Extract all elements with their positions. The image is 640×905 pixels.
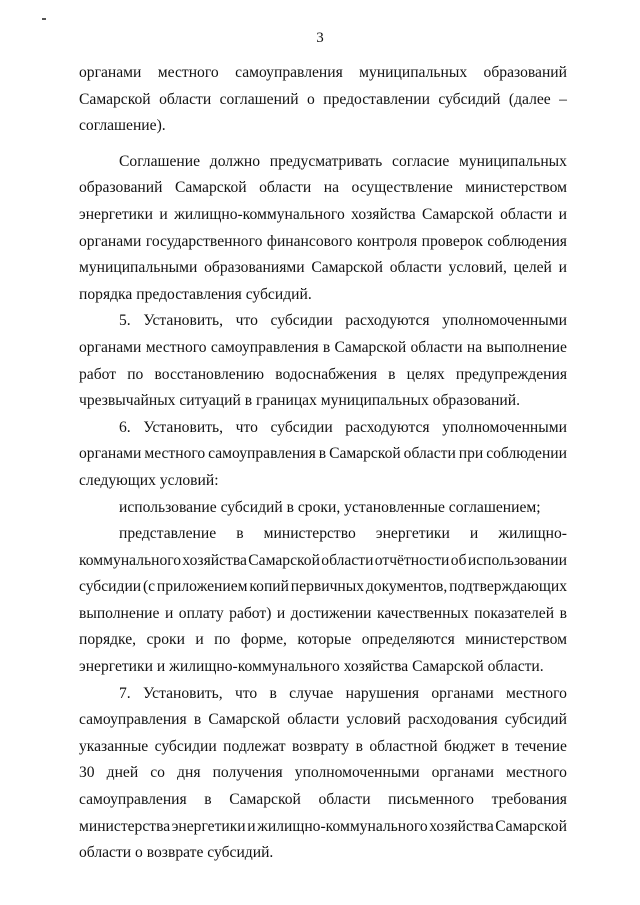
word: восстановлению <box>154 365 265 383</box>
word: условий: <box>159 471 219 489</box>
word: Соглашение <box>119 152 201 170</box>
word: 30 <box>79 764 95 782</box>
word: в <box>501 737 509 755</box>
word: выполнение <box>79 604 160 622</box>
word: субсидии <box>270 418 333 436</box>
word: субсидий. <box>207 844 274 862</box>
word: муниципальных <box>458 152 567 170</box>
word: и <box>247 817 256 835</box>
word: финансового <box>266 232 353 250</box>
word: копий <box>249 578 289 596</box>
word: нарушения <box>345 684 420 702</box>
word: жилищно-коммунального <box>169 658 340 676</box>
word: достижении <box>290 604 372 622</box>
text-line <box>79 760 567 787</box>
word: энергетики <box>171 817 246 835</box>
word: сроки <box>146 631 185 649</box>
text-line <box>79 574 567 601</box>
word: водоснабжения <box>275 365 378 383</box>
word: требования <box>491 791 567 809</box>
word: и <box>195 631 204 649</box>
word: жилищно-коммунального <box>257 817 428 835</box>
word: течение <box>515 737 567 755</box>
word: и <box>164 604 174 622</box>
word: и <box>159 205 168 223</box>
word: государственного <box>145 232 263 250</box>
word: Самарской <box>412 658 484 676</box>
word: органами <box>79 64 142 81</box>
text-line <box>79 495 567 522</box>
word: ситуаций <box>179 392 241 410</box>
word: по <box>214 631 231 649</box>
word: – <box>559 90 567 108</box>
word: Самарской <box>229 791 301 809</box>
word: возврате <box>146 844 204 862</box>
word: (с <box>142 578 156 596</box>
word: Установить, <box>143 312 224 330</box>
word: в <box>286 498 294 516</box>
word: местного <box>145 338 207 356</box>
word: областной <box>369 737 438 755</box>
word: должно <box>209 152 261 170</box>
word: предоставления <box>136 285 242 303</box>
word: документов, <box>365 578 448 596</box>
word: письменного <box>388 791 474 809</box>
text-line <box>79 734 567 761</box>
word: энергетики <box>79 658 153 676</box>
word: области. <box>487 658 544 676</box>
word: выполнение <box>486 338 567 356</box>
text-line <box>79 521 567 548</box>
word: местного <box>157 64 219 81</box>
word: субсидии <box>154 737 217 755</box>
word: области <box>500 205 553 223</box>
word: осуществление <box>351 179 453 197</box>
word: органами <box>79 232 142 250</box>
word: области <box>389 259 442 277</box>
word: использовании <box>467 551 567 569</box>
word: в <box>269 684 277 702</box>
text-line <box>79 787 567 814</box>
word: которые <box>297 631 352 649</box>
text-line <box>79 654 567 681</box>
text-line <box>79 229 567 256</box>
word: и <box>558 205 567 223</box>
text-line <box>79 149 567 176</box>
word: расходуются <box>345 418 430 436</box>
text-line <box>79 814 567 841</box>
word: о <box>307 90 315 108</box>
word: органами <box>79 445 142 463</box>
text-line <box>79 627 567 654</box>
text-line <box>79 282 567 309</box>
word: органами <box>431 684 494 702</box>
word: границах <box>256 392 317 410</box>
word: коммунального <box>79 551 182 569</box>
word: самоуправления <box>235 64 343 81</box>
word: согласие <box>392 152 450 170</box>
text-line <box>79 840 567 867</box>
word: 6. <box>119 418 131 436</box>
word: местного <box>506 684 567 702</box>
word: муниципальных <box>320 392 429 410</box>
word: предусматривать <box>269 152 383 170</box>
word: министерством <box>465 631 567 649</box>
word: в <box>193 711 202 729</box>
text-line <box>79 601 567 628</box>
word: субсидии <box>270 312 333 330</box>
word: приложением <box>156 578 248 596</box>
word: Установить, <box>142 684 223 702</box>
word: органами <box>431 764 494 782</box>
text-line <box>79 255 567 282</box>
word: что <box>235 312 258 330</box>
word: порядка <box>79 285 133 303</box>
word: хозяйства <box>182 551 247 569</box>
text-line <box>79 388 567 415</box>
word: соглашение). <box>79 117 166 135</box>
word: предоставлении <box>323 90 430 108</box>
word: представление <box>119 525 217 543</box>
word: Самарской <box>311 259 383 277</box>
word: самоуправления <box>208 445 316 463</box>
word: самоуправления <box>79 791 187 809</box>
word: хозяйства <box>343 658 409 676</box>
word: органами <box>79 338 142 356</box>
word: что <box>235 418 258 436</box>
word: самоуправления <box>210 338 319 356</box>
word: в <box>244 392 253 410</box>
word: дней <box>106 764 139 782</box>
word: случае <box>289 684 334 702</box>
word: области <box>259 179 312 197</box>
word: расходуются <box>345 312 430 330</box>
word: со <box>150 764 165 782</box>
word: министерством <box>465 179 567 197</box>
text-line <box>79 308 567 335</box>
word: области <box>403 445 456 463</box>
word: целей <box>513 259 552 277</box>
word: соблюдении <box>486 445 567 463</box>
word: муниципальных <box>359 64 468 81</box>
word: субсидий. <box>245 285 312 303</box>
text-line <box>79 87 567 114</box>
word: самоуправления <box>79 711 187 729</box>
word: муниципальными <box>79 259 198 277</box>
text-line <box>79 681 567 708</box>
word: образований <box>483 64 567 81</box>
word: (далее <box>508 90 551 108</box>
word: целях <box>406 365 445 383</box>
text-line <box>79 415 567 442</box>
word: качественных <box>377 604 469 622</box>
word: установленные <box>344 498 445 516</box>
word: субсидий <box>220 498 283 516</box>
word: условий, <box>448 259 507 277</box>
text-line <box>79 362 567 389</box>
word: работ <box>79 365 117 383</box>
word: первичных <box>290 578 365 596</box>
word: использование <box>119 498 217 516</box>
word: оплату <box>178 604 224 622</box>
word: контроля <box>356 232 418 250</box>
text-line <box>79 60 567 87</box>
word: жилищно- <box>498 525 567 543</box>
word: порядке, <box>79 631 137 649</box>
word: предупреждения <box>455 365 567 383</box>
word: области <box>287 711 340 729</box>
document-body <box>79 60 567 867</box>
word: сроки, <box>297 498 341 516</box>
word: уполномоченными <box>442 312 567 330</box>
word: определяются <box>361 631 455 649</box>
word: жилищно-коммунального <box>174 205 345 223</box>
word: проверок <box>421 232 483 250</box>
word: области <box>159 90 212 108</box>
word: в <box>236 525 244 543</box>
word: Самарской <box>208 711 281 729</box>
word: на <box>466 338 483 356</box>
word: 7. <box>119 684 131 702</box>
word: Установить, <box>143 418 224 436</box>
word: субсидии <box>79 578 142 596</box>
text-line <box>79 175 567 202</box>
word: области <box>321 551 374 569</box>
word: возврату <box>291 737 350 755</box>
word: дня <box>177 764 201 782</box>
word: уполномоченными <box>442 418 567 436</box>
word: в <box>559 604 567 622</box>
word: подлежат <box>223 737 286 755</box>
word: подтверждающих <box>449 578 567 596</box>
text-line <box>79 202 567 229</box>
word: при <box>458 445 484 463</box>
word: расходования <box>408 711 498 729</box>
text-line <box>79 548 567 575</box>
word: следующих <box>79 471 156 489</box>
word: показателей <box>474 604 555 622</box>
word: что <box>234 684 258 702</box>
word: Самарской <box>495 817 567 835</box>
scan-artifact <box>42 18 46 20</box>
word: местного <box>506 764 567 782</box>
word: энергетики <box>375 525 450 543</box>
word: хозяйства <box>351 205 416 223</box>
word: образованиями <box>204 259 305 277</box>
word: на <box>323 179 340 197</box>
word: образований. <box>432 392 520 410</box>
word: Самарской <box>248 551 320 569</box>
text-line <box>79 441 567 468</box>
text-line <box>79 113 567 140</box>
word: отчётности <box>374 551 450 569</box>
word: и <box>558 259 567 277</box>
word: условий <box>346 711 401 729</box>
word: по <box>127 365 144 383</box>
word: бюджет <box>444 737 496 755</box>
word: соглашением; <box>448 498 541 516</box>
word: Самарской <box>334 338 407 356</box>
word: соглашений <box>219 90 299 108</box>
word: хозяйства <box>429 817 494 835</box>
word: области <box>79 844 132 862</box>
word: в <box>204 791 212 809</box>
word: о <box>135 844 143 862</box>
text-line <box>79 335 567 362</box>
word: в <box>388 365 396 383</box>
word: энергетики <box>79 205 153 223</box>
word: в <box>318 445 327 463</box>
word: работ) <box>229 604 272 622</box>
word: области <box>318 791 371 809</box>
word: форме, <box>240 631 287 649</box>
word: министерство <box>263 525 356 543</box>
word: и <box>156 658 166 676</box>
text-line <box>79 707 567 734</box>
word: министерства <box>79 817 171 835</box>
word: субсидий <box>504 711 567 729</box>
word: Самарской <box>174 179 247 197</box>
word: субсидий <box>438 90 501 108</box>
word: указанные <box>79 737 149 755</box>
word: получения <box>212 764 283 782</box>
word: Самарской <box>422 205 494 223</box>
word: и <box>469 525 479 543</box>
word: об <box>450 551 467 569</box>
word: Самарской <box>79 90 151 108</box>
word: чрезвычайных <box>79 392 176 410</box>
word: и <box>276 604 286 622</box>
word: местного <box>144 445 206 463</box>
word: уполномоченными <box>294 764 420 782</box>
word: образований <box>79 179 163 197</box>
page-number: 3 <box>316 30 324 46</box>
text-line <box>79 468 567 495</box>
word: 5. <box>119 312 131 330</box>
word: области <box>410 338 463 356</box>
word: соблюдения <box>487 232 567 250</box>
word: Самарской <box>329 445 401 463</box>
word: в <box>355 737 363 755</box>
word: в <box>322 338 331 356</box>
